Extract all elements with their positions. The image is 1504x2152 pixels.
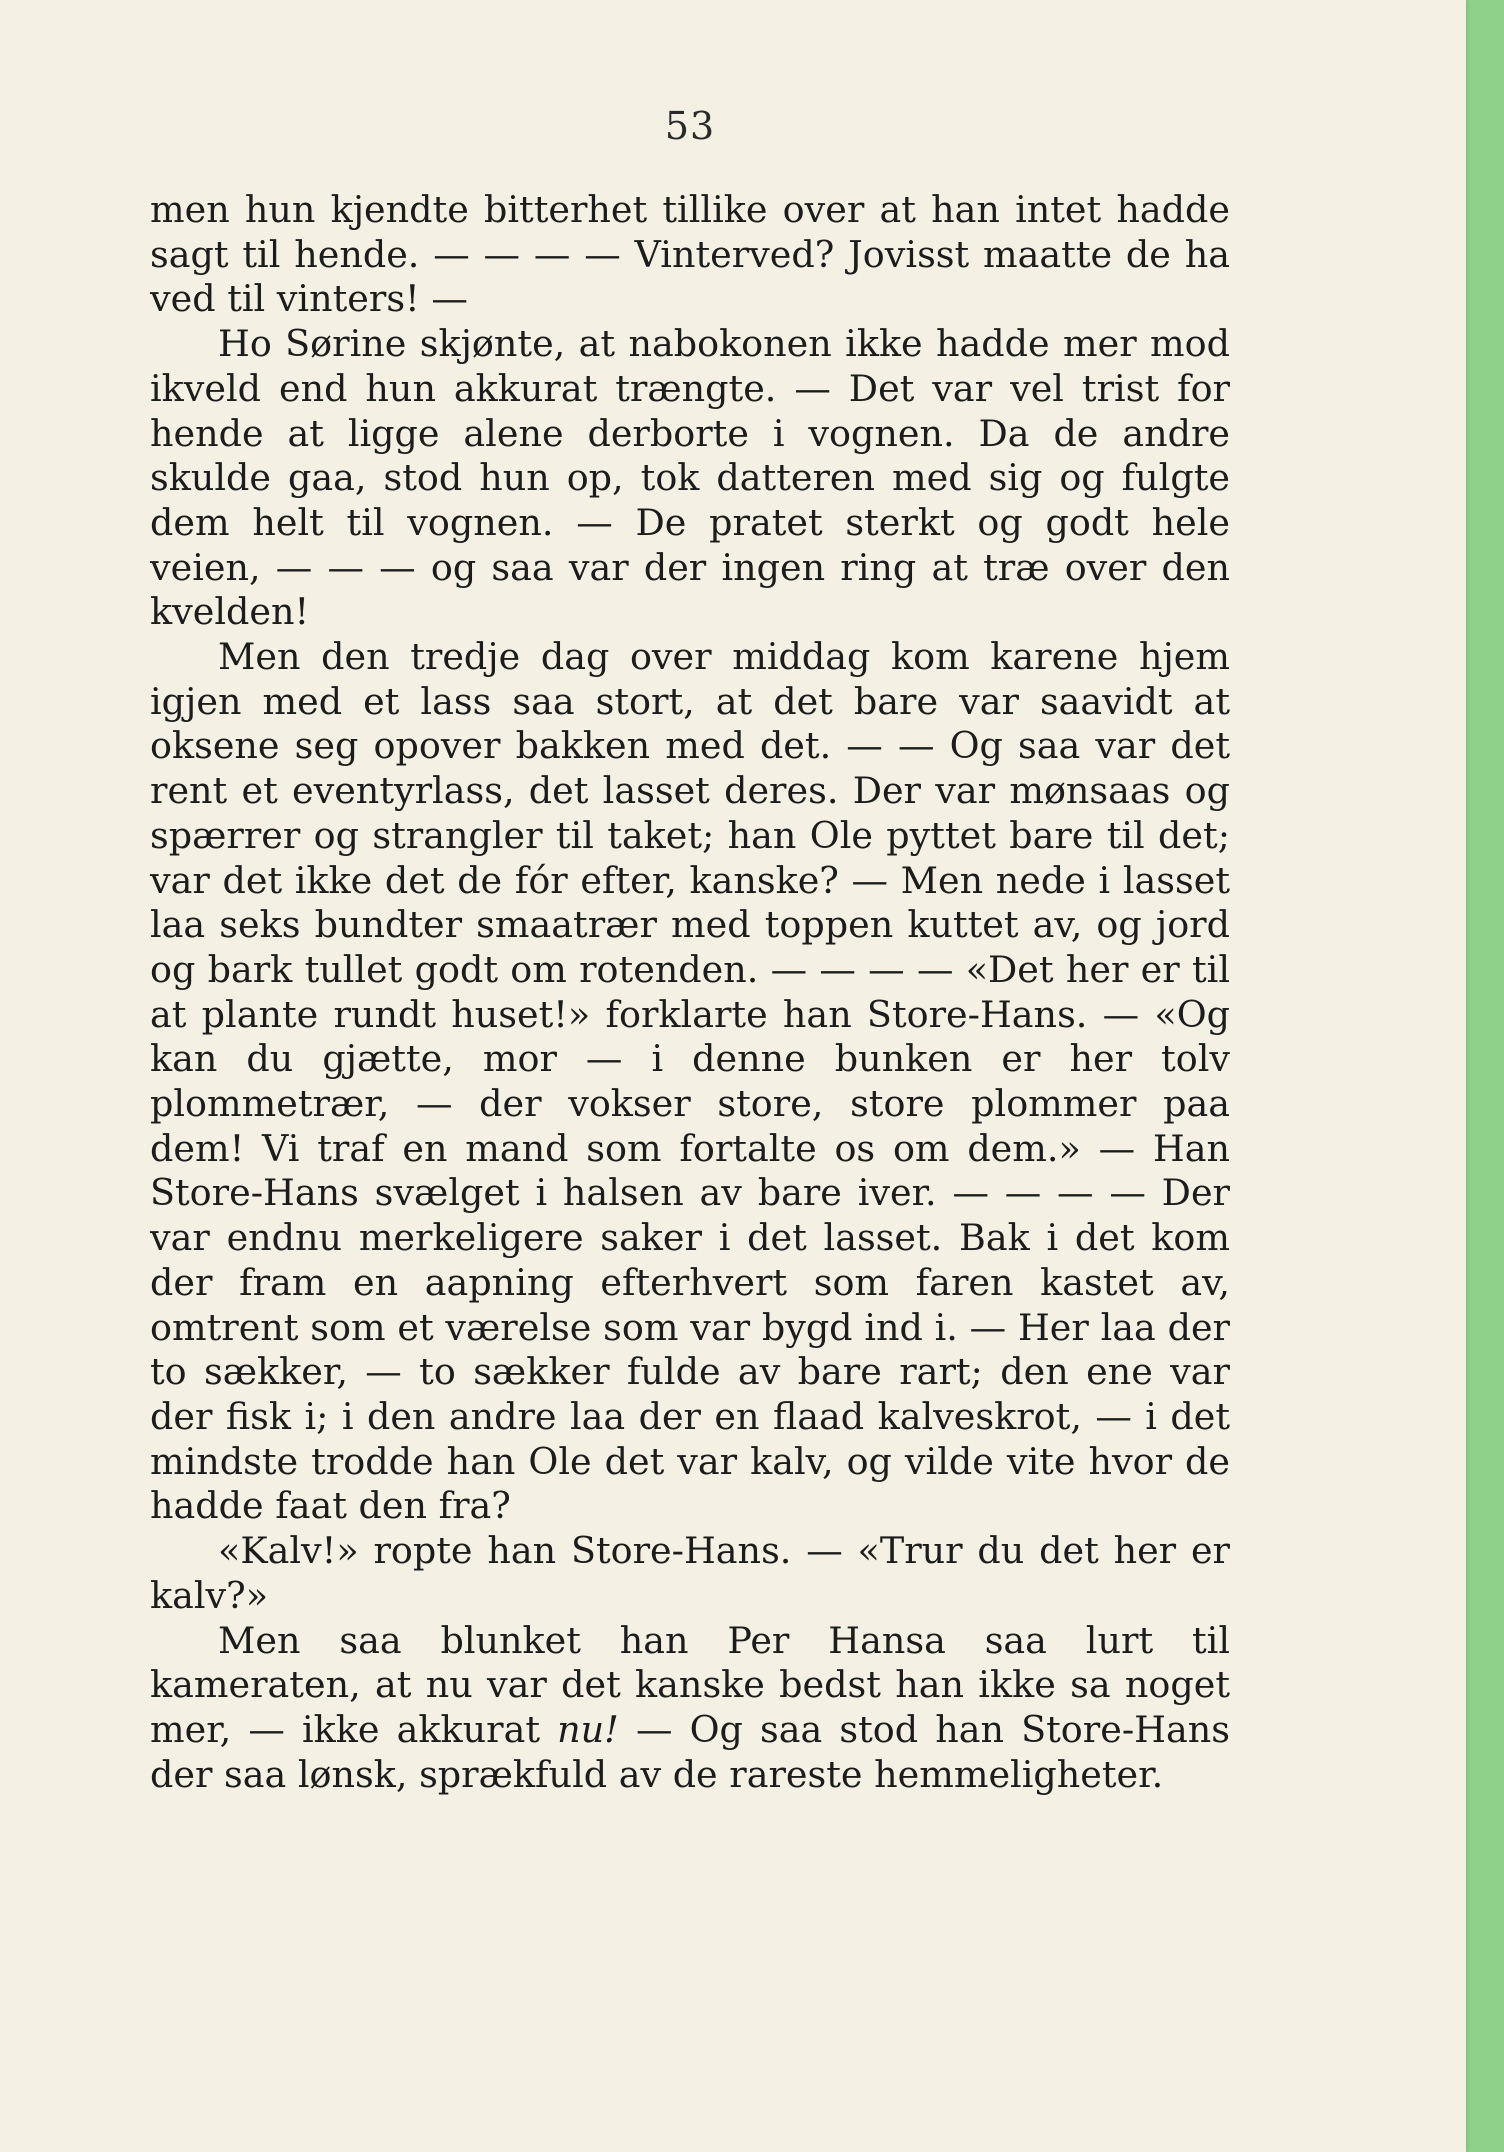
paragraph	[150, 635, 1230, 1529]
text-segment: Men saa blunket han Per Hansa saa lurt til kameraten, at nu var det kanske bedst han ikke sa noget mer, — ikke akkurat	[150, 1618, 1230, 1751]
paragraph	[150, 1529, 1230, 1618]
body-text	[150, 188, 1230, 1797]
paragraph	[150, 322, 1230, 635]
text-segment: — Og saa stod han Store-Hans der saa lønsk, sprækfuld av de rareste hemmeligheter.	[150, 1707, 1230, 1796]
text-segment: «Kalv!» ropte han Store-Hans. — «Trur du det her er kalv?»	[150, 1529, 1230, 1617]
page-number: 53	[664, 104, 716, 148]
text-segment: Men den tredje dag over middag kom karene hjem igjen med et lass saa stort, at det bare var saavidt at oksene seg opover bakken med det. — — Og saa var det rent et eventyrlass, det lasset deres. Der var mønsaas og spærrer og strangler til taket; han Ole pyttet bare til det; var det ikke det de fór efter, kanske? — Men nede i lasset laa seks bundter smaatrær med toppen kuttet av, og jord og bark tullet godt om rotenden. — — — — «Det her er til at plante rundt huset!» forklarte han Store-Hans. — «Og kan du gjætte, mor — i denne bunken er her tolv plommetrær, — der vokser store, store plommer paa dem! Vi traf en mand som fortalte os om dem.» — Han Store-Hans svælget i halsen av bare iver. — — — — Der var endnu merkeligere saker i det lasset. Bak i det kom der fram en aapning efterhvert som faren kastet av, omtrent som et værelse som var bygd ind i. — Her laa der to sækker, — to sækker fulde av bare rart; den ene var der fisk i; i den andre laa der en flaad kalveskrot, — i det mindste trodde han Ole det var kalv, og vilde vite hvor de hadde faat den fra?	[150, 635, 1230, 1528]
text-segment: Ho Sørine skjønte, at nabokonen ikke hadde mer mod ikveld end hun akkurat trængte. — Det var vel trist for hende at ligge alene derborte i vognen. Da de andre skulde gaa, stod hun op, tok datteren med sig og fulgte dem helt til vognen. — De pratet sterkt og godt hele veien, — — — og saa var der ingen ring at træ over den kvelden!	[150, 322, 1230, 634]
text-segment: men hun kjendte bitterhet tillike over at han intet hadde sagt til hende. — — — — Vinterved? Jovisst maatte de ha ved til vinters! —	[150, 188, 1230, 321]
italic-word: nu!	[557, 1707, 619, 1751]
scan-background-strip	[1466, 0, 1504, 2152]
paragraph	[150, 188, 1230, 322]
paragraph	[150, 1619, 1230, 1798]
